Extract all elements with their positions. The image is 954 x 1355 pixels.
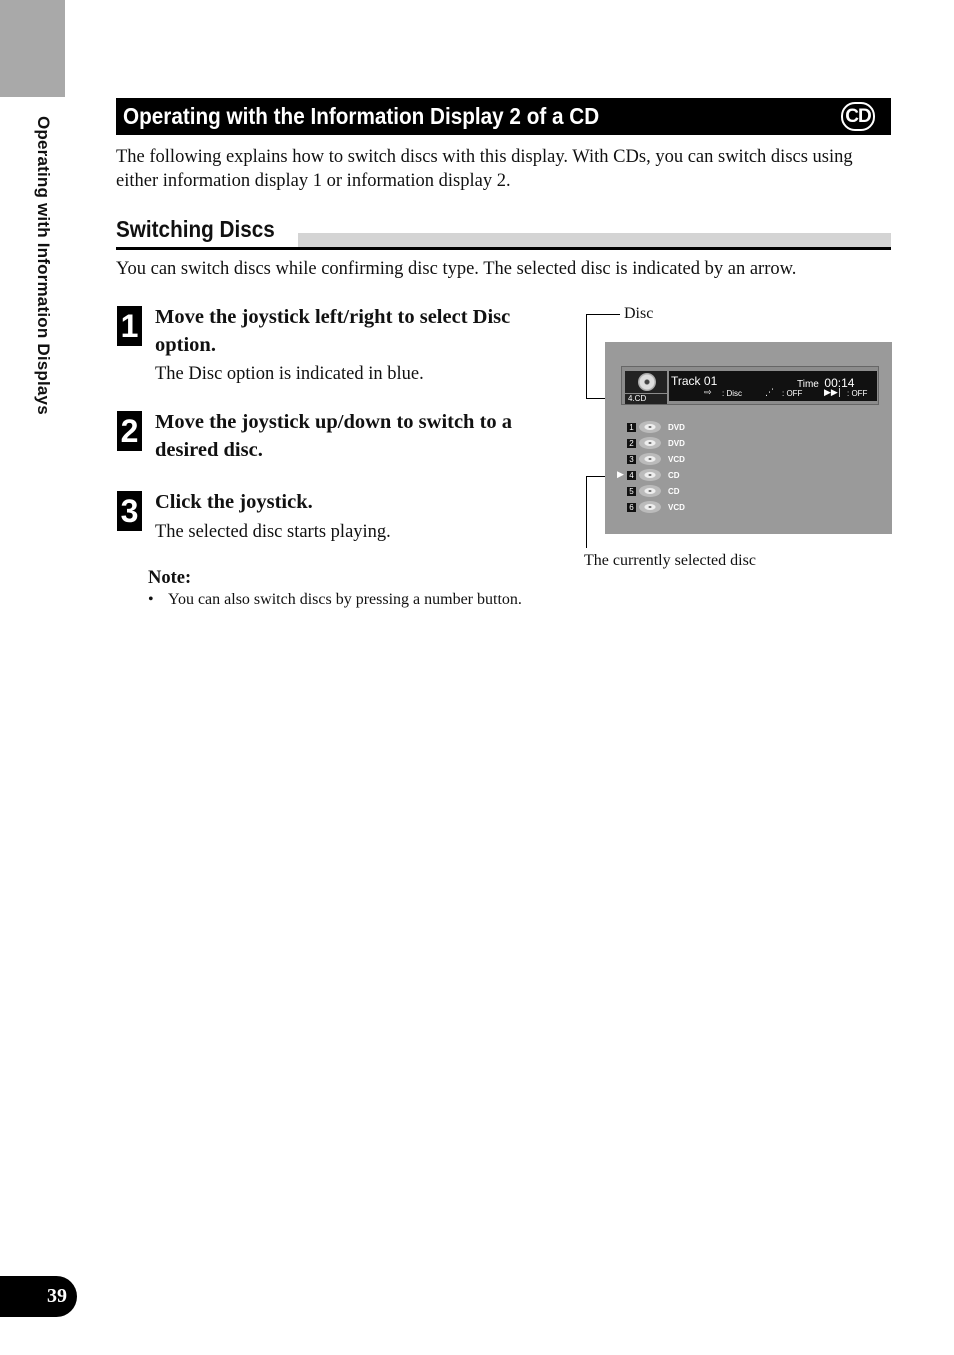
disc-row bbox=[619, 437, 739, 451]
disc-icon bbox=[639, 485, 661, 497]
disc-type: VCD bbox=[668, 455, 685, 464]
intro-paragraph: The following explains how to switch discs with this display. With CDs, you can switch discs using either information display 1 or information display 2. bbox=[116, 147, 853, 191]
callout-disc: Disc bbox=[624, 305, 654, 322]
disc-number: 4 bbox=[627, 471, 636, 480]
screen-disc-option: : Disc bbox=[722, 389, 742, 398]
disc-row bbox=[619, 501, 739, 515]
disc-number: 6 bbox=[627, 503, 636, 512]
disc-switch-icon: ⇨ bbox=[704, 388, 712, 398]
subsection-rule bbox=[116, 247, 891, 250]
side-tab-label: Operating with Information Displays bbox=[34, 116, 53, 415]
step-title-2: Move the joystick up/down to switch to a desired disc. bbox=[155, 411, 513, 461]
screen-time-value: 00:14 bbox=[824, 376, 855, 390]
step-desc-1: The Disc option is indicated in blue. bbox=[155, 364, 424, 384]
note-item bbox=[148, 591, 522, 609]
disc-icon bbox=[639, 437, 661, 449]
disc-type: DVD bbox=[668, 423, 685, 432]
step-number-3: 3 bbox=[117, 491, 142, 531]
step-desc-3: The selected disc starts playing. bbox=[155, 522, 391, 542]
display-screenshot bbox=[605, 342, 892, 534]
step-title-1: Move the joystick left/right to select Disc option. bbox=[155, 306, 511, 356]
screen-time-label: Time bbox=[797, 379, 819, 390]
disc-type: DVD bbox=[668, 439, 685, 448]
disc-type: CD bbox=[668, 487, 680, 496]
disc-row bbox=[619, 485, 739, 499]
subsection-rule-shade bbox=[298, 233, 891, 247]
screen-disc-label: 4.CD bbox=[625, 394, 667, 404]
selected-arrow-icon: ▶ bbox=[617, 470, 624, 480]
disc-icon bbox=[639, 421, 661, 433]
screen-track: Track 01 bbox=[671, 374, 718, 388]
disc-row bbox=[619, 453, 739, 467]
repeat-icon: ▶▶| bbox=[824, 388, 841, 398]
page-number: 39 bbox=[0, 1276, 77, 1317]
subsection-text: You can switch discs while confirming disc type. The selected disc is indicated by an arrow. bbox=[116, 259, 797, 279]
note-label: Note: bbox=[148, 568, 192, 588]
subsection-title: Switching Discs bbox=[116, 216, 275, 242]
step-number-2: 2 bbox=[117, 411, 142, 451]
disc-type: VCD bbox=[668, 503, 685, 512]
disc-number: 1 bbox=[627, 423, 636, 432]
screen-repeat-state: : OFF bbox=[847, 389, 868, 398]
disc-icon bbox=[638, 373, 656, 391]
disc-number: 3 bbox=[627, 455, 636, 464]
random-icon: ⋰ bbox=[765, 388, 774, 398]
callout-disc-line-top bbox=[586, 314, 620, 315]
screen-disc-box bbox=[625, 371, 667, 393]
note-bullet: • bbox=[148, 591, 154, 608]
disc-row bbox=[619, 421, 739, 435]
step-title-3: Click the joystick. bbox=[155, 491, 313, 513]
note-text: You can also switch discs by pressing a number button. bbox=[168, 591, 522, 608]
step-number-1: 1 bbox=[117, 306, 142, 346]
disc-type: CD bbox=[668, 471, 680, 480]
screen-info-bar bbox=[621, 366, 879, 405]
cd-badge-icon: CD bbox=[841, 102, 875, 131]
screen-random-state: : OFF bbox=[782, 389, 803, 398]
section-header bbox=[116, 98, 891, 135]
disc-number: 5 bbox=[627, 487, 636, 496]
section-title: Operating with the Information Display 2 of a CD bbox=[123, 103, 600, 129]
disc-number: 2 bbox=[627, 439, 636, 448]
callout-selected: The currently selected disc bbox=[584, 552, 756, 569]
disc-row bbox=[619, 469, 739, 483]
callout-disc-line-vertical bbox=[586, 314, 587, 398]
disc-icon bbox=[639, 469, 661, 481]
disc-icon bbox=[639, 453, 661, 465]
side-tab bbox=[0, 0, 65, 97]
disc-icon bbox=[639, 501, 661, 513]
callout-selected-line-vertical bbox=[586, 476, 587, 548]
